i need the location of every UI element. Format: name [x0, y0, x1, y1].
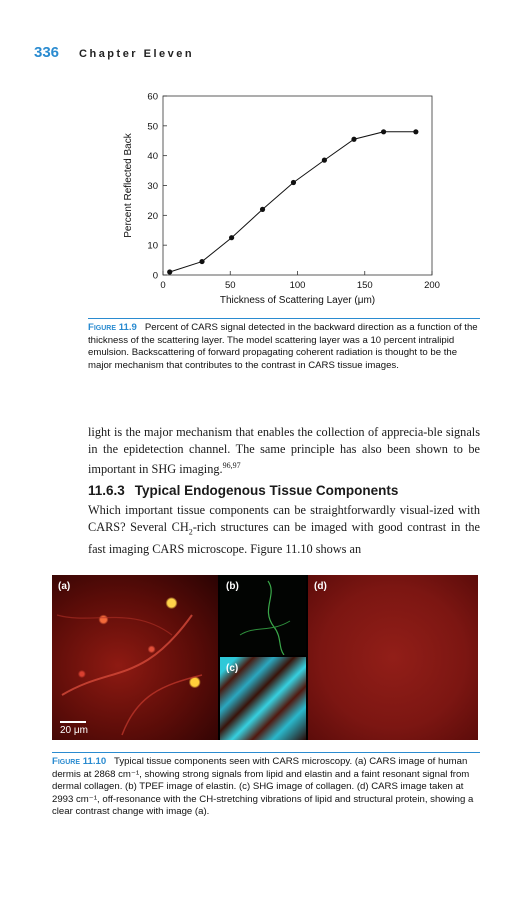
panel-label-b: (b) — [226, 581, 239, 592]
panel-label-a: (a) — [58, 581, 71, 592]
fiber-strands — [52, 575, 218, 740]
x-tick-label: 100 — [289, 280, 306, 291]
data-point — [322, 158, 327, 163]
reference-superscript: 96,97 — [222, 460, 241, 470]
figure-label: Figure 11.10 — [52, 756, 107, 767]
section-title: Typical Endogenous Tissue Components — [134, 483, 399, 498]
subscript: 2 — [188, 527, 193, 537]
paragraph-text: Which important tissue components can be straightforwardly visual-ized with CARS? Several CH — [88, 503, 480, 534]
y-tick-label: 10 — [147, 240, 158, 252]
section-number: 11.6.3 — [88, 483, 125, 498]
y-tick-label: 50 — [147, 121, 158, 133]
scale-bar — [60, 721, 86, 723]
x-tick-label: 50 — [224, 280, 236, 291]
x-tick-label: 150 — [356, 280, 373, 291]
panel-label-c: (c) — [226, 663, 239, 674]
data-point — [229, 235, 234, 240]
scale-bar-label: 20 μm — [60, 725, 88, 736]
body-paragraph — [88, 424, 480, 477]
panel-c-shg-image — [220, 657, 306, 740]
panel-d-cars-offresonance — [308, 575, 478, 740]
panel-label-d: (d) — [314, 581, 327, 592]
data-point — [413, 129, 418, 134]
caption-text: Typical tissue components seen with CARS microscopy. (a) CARS image of human dermis at 2868 cm⁻¹, showing strong signals from lipid and elastin and a faint resonant signal from dermal collagen. (b) TPEF image of elastin. (c) SHG image of collagen. (d) CARS image taken at 2993 cm⁻¹, off-resonance with the CH-stretching vibrations of lipid and structural protein, showing a clear contrast change with image (a). — [52, 756, 474, 818]
page-header — [34, 44, 194, 62]
chapter-title: Chapter Eleven — [79, 48, 195, 60]
data-point — [291, 180, 296, 185]
y-tick-label: 20 — [147, 210, 158, 222]
line-chart — [110, 84, 450, 314]
series-line — [170, 132, 416, 272]
data-point — [167, 269, 172, 274]
data-point — [381, 129, 386, 134]
panel-a-cars-image — [52, 575, 218, 740]
panel-b-tpef-image — [220, 575, 306, 655]
paragraph-text: -rich structures can be imaged with good contrast in the fast imaging CARS microscope. Figure 11.10 shows an — [88, 519, 481, 557]
caption-rule-bottom — [52, 752, 480, 753]
paragraph-text: light is the major mechanism that enables the collection of apprecia-ble signals in the epidetection channel. The same principle has also been shown to be important in SHG imaging. — [88, 425, 480, 476]
micrograph-figure — [52, 575, 478, 740]
x-tick-label: 0 — [160, 280, 166, 291]
y-tick-label: 60 — [147, 91, 158, 103]
data-point — [199, 259, 204, 264]
caption-rule-top — [88, 318, 480, 319]
y-axis-label: Percent Reflected Back — [123, 133, 134, 238]
y-tick-label: 0 — [152, 270, 158, 282]
data-point — [260, 207, 265, 212]
x-axis-label: Thickness of Scattering Layer (μm) — [219, 295, 376, 306]
page-number: 336 — [34, 44, 60, 61]
x-tick-label: 200 — [424, 280, 440, 291]
caption-text: Percent of CARS signal detected in the backward direction as a function of the thickness of the scattering layer. The model scattering layer was a 10 percent intralipid emulsion. Backscattering of forward propagating coherent radiation is thought to be the major mechanism that contributes to the contrast in CARS tissue images. — [88, 322, 478, 371]
section-heading — [88, 483, 398, 498]
figure-caption-11-10 — [52, 756, 480, 819]
y-tick-label: 40 — [147, 151, 158, 163]
data-point — [351, 137, 356, 142]
figure-label: Figure 11.9 — [88, 322, 137, 333]
y-tick-label: 30 — [147, 181, 158, 192]
body-paragraph — [88, 502, 480, 558]
plot-frame — [163, 96, 432, 275]
figure-caption-11-9 — [88, 322, 480, 372]
